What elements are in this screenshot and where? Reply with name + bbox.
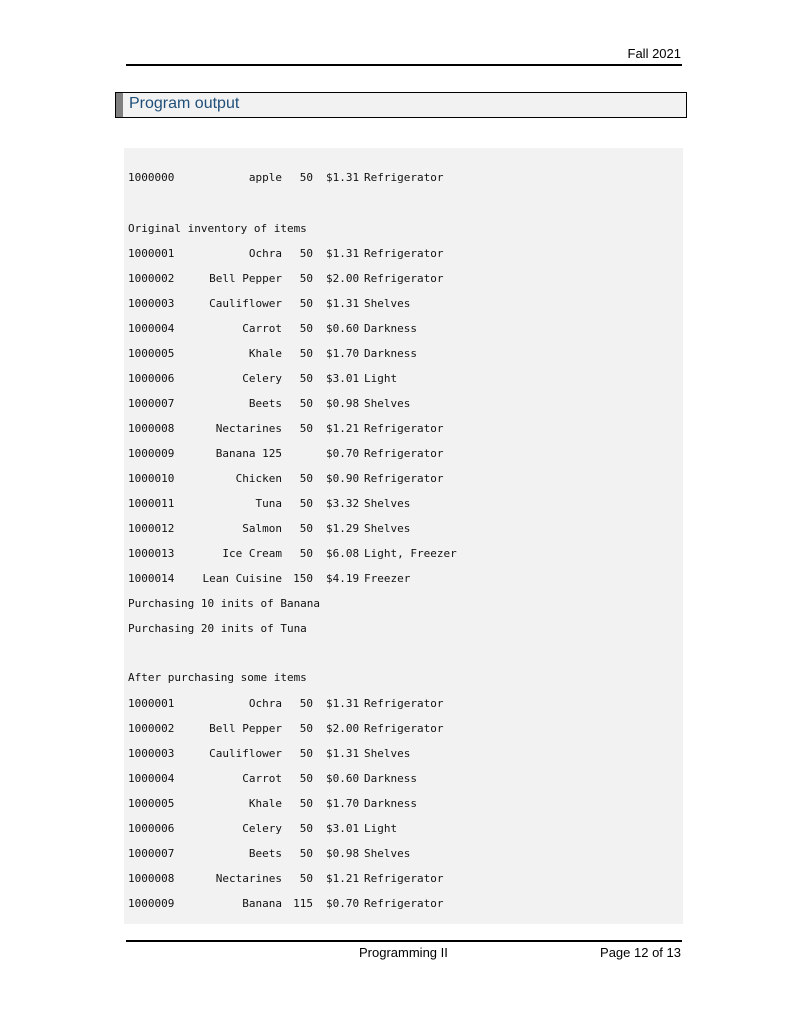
item-name: Banana 125 [215,447,282,460]
item-location: Refrigerator [364,247,444,260]
item-id: 1000006 [128,372,175,385]
item-price: $0.70 [326,897,360,910]
item-id: 1000014 [128,572,175,585]
item-price: $1.31 [326,697,360,710]
item-name: Lean Cuisine [202,572,282,585]
item-location: Refrigerator [364,897,444,910]
item-id: 1000001 [128,247,175,260]
item-name: Chicken [235,472,282,485]
item-qty: 50 [299,347,313,360]
section-heading-box [115,92,687,118]
item-id: 1000010 [128,472,175,485]
output-row [128,171,668,185]
item-name: Carrot [242,322,282,335]
item-location: Refrigerator [364,872,444,885]
output-row [128,772,668,786]
item-qty: 50 [299,847,313,860]
item-name: Carrot [242,772,282,785]
output-heading-after: After purchasing some items [128,671,307,684]
footer-rule [126,940,682,942]
program-output-area [124,148,683,924]
footer-page-number: Page 12 of 13 [600,945,681,960]
item-price: $0.60 [326,772,360,785]
item-price: $3.32 [326,497,360,510]
output-heading-original: Original inventory of items [128,222,307,235]
output-row [128,722,668,736]
section-accent-bar [116,93,123,117]
output-row [128,347,668,361]
item-qty: 50 [299,772,313,785]
item-qty: 50 [299,372,313,385]
output-row [128,847,668,861]
item-qty: 50 [299,322,313,335]
output-row [128,572,668,586]
item-qty: 50 [299,297,313,310]
item-price: $0.60 [326,322,360,335]
item-price: $2.00 [326,722,360,735]
output-row [128,272,668,286]
item-location: Light [364,372,398,385]
output-row [128,497,668,511]
item-name: Khale [248,347,282,360]
item-id: 1000004 [128,772,175,785]
item-location: Darkness [364,322,417,335]
output-row [128,822,668,836]
item-qty: 50 [299,697,313,710]
output-row [128,472,668,486]
item-id: 1000003 [128,297,175,310]
item-qty: 50 [299,247,313,260]
item-price: $0.90 [326,472,360,485]
item-name: Tuna [255,497,282,510]
item-qty: 50 [299,272,313,285]
item-id: 1000002 [128,722,175,735]
item-id: 1000005 [128,797,175,810]
item-location: Refrigerator [364,447,444,460]
item-name: Celery [242,372,282,385]
item-location: Shelves [364,497,411,510]
output-row [128,397,668,411]
section-title: Program output [129,95,240,112]
item-location: Freezer [364,572,411,585]
item-location: Refrigerator [364,472,444,485]
output-row [128,897,668,911]
output-row [128,547,668,561]
item-location: Darkness [364,347,417,360]
item-location: Shelves [364,297,411,310]
item-id: 1000009 [128,447,175,460]
item-location: Refrigerator [364,697,444,710]
item-name: Ice Cream [222,547,282,560]
item-id: 1000007 [128,397,175,410]
item-qty: 50 [299,722,313,735]
footer-course: Programming II [359,945,448,960]
item-location: Shelves [364,522,411,535]
item-price: $4.19 [326,572,360,585]
item-id: 1000012 [128,522,175,535]
item-name: Beets [248,847,282,860]
item-location: Darkness [364,772,417,785]
header-rule [126,64,682,66]
output-purchase-line: Purchasing 10 inits of Banana [128,597,321,610]
item-name: Beets [248,397,282,410]
item-price: $0.70 [326,447,360,460]
item-name: Nectarines [215,872,282,885]
item-location: Shelves [364,747,411,760]
output-row [128,797,668,811]
item-name: Salmon [242,522,282,535]
item-location: Shelves [364,397,411,410]
item-qty: 50 [299,422,313,435]
item-id: 1000005 [128,347,175,360]
output-row [128,297,668,311]
item-price: $6.08 [326,547,360,560]
item-price: $0.98 [326,847,360,860]
output-row [128,522,668,536]
item-name: Khale [248,797,282,810]
item-price: $0.98 [326,397,360,410]
item-qty: 115 [293,897,313,910]
item-price: $1.31 [326,747,360,760]
output-purchase-line: Purchasing 20 inits of Tuna [128,622,307,635]
item-qty: 50 [299,397,313,410]
output-row [128,447,668,461]
item-price: $1.29 [326,522,360,535]
output-row [128,747,668,761]
item-id: 1000008 [128,872,175,885]
item-location: Refrigerator [364,422,444,435]
item-price: $3.01 [326,372,360,385]
item-location: Refrigerator [364,171,444,184]
output-row [128,872,668,886]
item-location: Refrigerator [364,722,444,735]
output-row [128,422,668,436]
item-qty: 50 [299,822,313,835]
page-header-term: Fall 2021 [627,46,681,61]
item-name: Cauliflower [209,297,282,310]
item-id: 1000002 [128,272,175,285]
item-id: 1000013 [128,547,175,560]
item-id: 1000007 [128,847,175,860]
item-id: 1000008 [128,422,175,435]
item-qty: 150 [293,572,313,585]
item-qty: 50 [299,472,313,485]
item-price: $1.31 [326,171,360,184]
item-price: $1.21 [326,422,360,435]
item-price: $3.01 [326,822,360,835]
item-price: $1.70 [326,347,360,360]
item-id: 1000004 [128,322,175,335]
item-id: 1000006 [128,822,175,835]
item-location: Refrigerator [364,272,444,285]
item-id: 1000011 [128,497,175,510]
item-qty: 50 [299,747,313,760]
output-row [128,322,668,336]
item-name: Banana [242,897,282,910]
item-location: Darkness [364,797,417,810]
item-location: Light, Freezer [364,547,457,560]
item-id: 1000001 [128,697,175,710]
item-name: Ochra [248,697,282,710]
item-location: Light [364,822,398,835]
item-qty: 50 [299,797,313,810]
output-row [128,372,668,386]
item-id: 1000000 [128,171,175,184]
item-name: Cauliflower [209,747,282,760]
item-location: Shelves [364,847,411,860]
item-name: Bell Pepper [209,722,282,735]
item-price: $2.00 [326,272,360,285]
item-price: $1.21 [326,872,360,885]
output-row [128,247,668,261]
item-id: 1000009 [128,897,175,910]
item-qty: 50 [299,522,313,535]
item-qty: 50 [299,171,313,184]
item-name: Celery [242,822,282,835]
item-name: Ochra [248,247,282,260]
item-name: apple [248,171,282,184]
item-qty: 50 [299,497,313,510]
item-price: $1.70 [326,797,360,810]
item-qty: 50 [299,872,313,885]
item-price: $1.31 [326,297,360,310]
item-name: Bell Pepper [209,272,282,285]
item-id: 1000003 [128,747,175,760]
item-name: Nectarines [215,422,282,435]
output-row [128,697,668,711]
item-price: $1.31 [326,247,360,260]
item-qty: 50 [299,547,313,560]
